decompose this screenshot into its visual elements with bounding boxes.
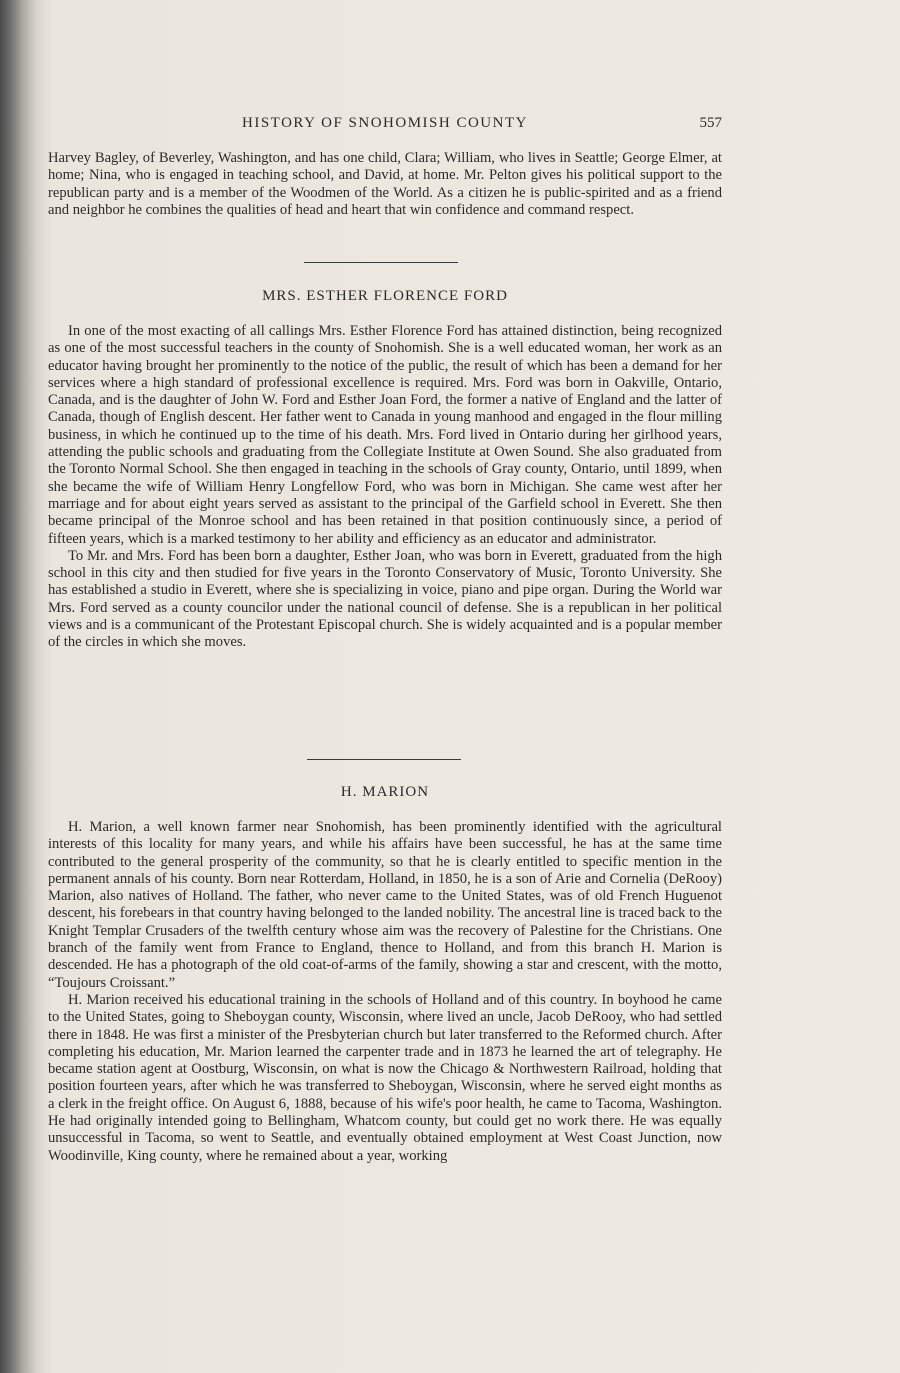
section-title-marion: H. MARION [340, 784, 430, 800]
paragraph: H. Marion, a well known farmer near Snohomish, has been prominently identified with the agricultural interests of this locality for many years, and while his affairs have been successful, he has at the same time contributed to the general prosperity of the community, so that he is clearly entitled to specific mention in the permanent annals of his county. Born near Rotterdam, Holland, in 1850, he is a son of Arie and Cornelia (DeRooy) Marion, also natives of Holland. The father, who never came to the United States, was of old French Huguenot descent, his forebears in that country having belonged to the landed nobility. The ancestral line is traced back to the Knight Templar Crusaders of the twelfth century whose aim was the recovery of Palestine for the Christians. One branch of the family went from France to England, thence to Holland, and from this branch H. Marion is descended. He has a photograph of the old coat-of-arms of the family, showing a star and crescent, with the motto, “Toujours Croissant.” [48, 819, 722, 991]
page-number: 557 [699, 115, 722, 131]
section-divider [307, 759, 461, 760]
paragraph: In one of the most exacting of all callings Mrs. Esther Florence Ford has attained distinction, being recognized as one of the most successful teachers in the county of Snohomish. She is a well educated woman, her work as an educator having brought her prominently to the notice of the public, the result of which has been a demand for her services where a high standard of professional excellence is required. Mrs. Ford was born in Oakville, Ontario, Canada, and is the daughter of John W. Ford and Esther Joan Ford, the former a native of England and the latter of Canada, though of English descent. Her father went to Canada in young manhood and engaged in the flour milling business, in which he continued up to the time of his death. Mrs. Ford lived in Ontario during her girlhood years, attending the public schools and graduating from the Collegiate Institute at Owen Sound. She also graduated from the Toronto Normal School. She then engaged in teaching in the schools of Gray county, Ontario, until 1899, when she became the wife of William Henry Longfellow Ford, who was born in Michigan. She came west after her marriage and for about eight years served as assistant to the principal of the Garfield school in Everett. She then became principal of the Monroe school and has been retained in that position continuously since, a period of fifteen years, which is a marked testimony to her ability and efficiency as an educator and administrator. [48, 323, 722, 547]
section-body-ford [48, 323, 722, 652]
running-head: HISTORY OF SNOHOMISH COUNTY [242, 115, 528, 131]
section-body-marion [48, 819, 722, 1165]
paragraph: To Mr. and Mrs. Ford has been born a daughter, Esther Joan, who was born in Everett, graduated from the high school in this city and then studied for five years in the Toronto Conservatory of Music, Toronto University. She has established a studio in Everett, where she is specializing in voice, piano and pipe organ. During the World war Mrs. Ford served as a county councilor under the national council of defense. She is a republican in her political views and is a communicant of the Protestant Episcopal church. She is widely acquainted and is a popular member of the circles in which she moves. [48, 547, 722, 651]
section-title-ford: MRS. ESTHER FLORENCE FORD [262, 288, 508, 304]
intro-block [48, 150, 722, 219]
section-divider [304, 262, 458, 263]
paragraph: H. Marion received his educational training in the schools of Holland and of this country. In boyhood he came to the United States, going to Sheboygan county, Wisconsin, where lived an uncle, Jacob DeRooy, who had settled there in 1848. He was first a minister of the Presbyterian church but later transferred to the Reformed church. After completing his education, Mr. Marion learned the carpenter trade and in 1873 he learned the art of telegraphy. He became station agent at Oostburg, Wisconsin, on what is now the Chicago & Northwestern Railroad, holding that position fourteen years, after which he was transferred to Sheboygan, Wisconsin, where he served eight months as a clerk in the freight office. On August 6, 1888, because of his wife's poor health, he came to Tacoma, Washington. He had originally intended going to Bellingham, Whatcom county, but could get no work there. He was equally unsuccessful in Tacoma, so went to Seattle, and eventually obtained employment at West Coast Junction, now Woodinville, King county, where he remained about a year, working [48, 991, 722, 1164]
intro-paragraph: Harvey Bagley, of Beverley, Washington, and has one child, Clara; William, who lives in Seattle; George Elmer, at home; Nina, who is engaged in teaching school, and David, at home. Mr. Pelton gives his political support to the republican party and is a member of the Woodmen of the World. As a citizen he is public-spirited and as a friend and neighbor he combines the qualities of head and heart that win confidence and command respect. [48, 150, 722, 218]
page-header [48, 115, 722, 137]
